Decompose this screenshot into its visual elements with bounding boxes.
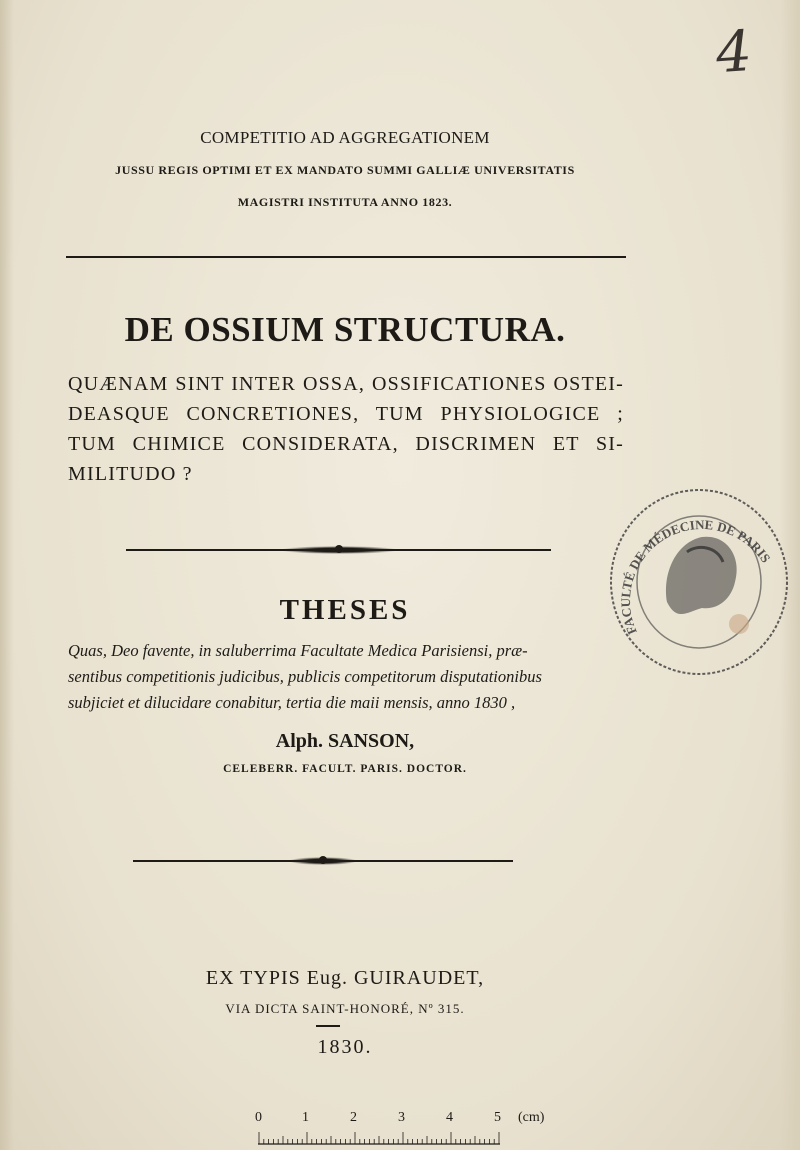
scale-ruler [248, 1132, 508, 1146]
library-stamp [607, 482, 791, 682]
theses-heading: THESES [279, 594, 411, 626]
ornamental-rule-upper [126, 545, 551, 555]
header-line-3: MAGISTRI INSTITUTA ANNO 1823. [237, 195, 453, 209]
scale-label: 1 [302, 1110, 309, 1125]
latin-line: subjiciet et dilucidare conabitur, tertia die maii mensis, anno 1830 , [68, 693, 516, 712]
header-line-1: COMPETITIO AD AGGREGATIONEM [200, 128, 490, 147]
imprint-printer: EX TYPIS Eug. GUIRAUDET, [205, 967, 485, 989]
question-line: DEASQUE CONCRETIONES, TUM PHYSIOLOGICE ; [68, 403, 624, 425]
scale-label: 2 [350, 1110, 357, 1125]
imprint-dash [316, 1025, 340, 1027]
scale-label: 4 [446, 1110, 453, 1125]
header-rule [66, 256, 626, 258]
scale-label: 5 [494, 1110, 501, 1125]
header-line-2: JUSSU REGIS OPTIMI ET EX MANDATO SUMMI GALLIÆ UNIVERSITATIS [115, 163, 575, 177]
scale-label: 0 [255, 1110, 262, 1125]
latin-dedication [68, 638, 624, 716]
question-line: MILITUDO ? [68, 463, 193, 485]
question-line: QUÆNAM SINT INTER OSSA, OSSIFICATIONES OSTEI- [68, 373, 624, 395]
scale-unit: (cm) [518, 1110, 545, 1125]
ornamental-rule-lower [133, 856, 513, 866]
stamp-text: FACULTÉ DE MÉDECINE DE PARIS [617, 516, 774, 637]
scale-label: 3 [398, 1110, 405, 1125]
imprint-address: VIA DICTA SAINT-HONORÉ, Nº 315. [225, 1001, 465, 1016]
author-name: Alph. SANSON, [275, 730, 415, 752]
handwritten-page-number: 4 [713, 18, 754, 87]
thesis-question [68, 369, 624, 489]
thesis-title: DE OSSIUM STRUCTURA. [124, 310, 566, 349]
latin-line: sentibus competitionis judicibus, publicis competitorum disputationibus [68, 667, 542, 686]
scale-bar [248, 1110, 548, 1150]
latin-line: Quas, Deo favente, in saluberrima Facultate Medica Parisiensi, præ- [68, 641, 528, 660]
author-degree: CELEBERR. FACULT. PARIS. DOCTOR. [223, 763, 467, 775]
imprint-year: 1830. [317, 1036, 373, 1058]
question-line: TUM CHIMICE CONSIDERATA, DISCRIMEN ET SI- [68, 433, 624, 455]
